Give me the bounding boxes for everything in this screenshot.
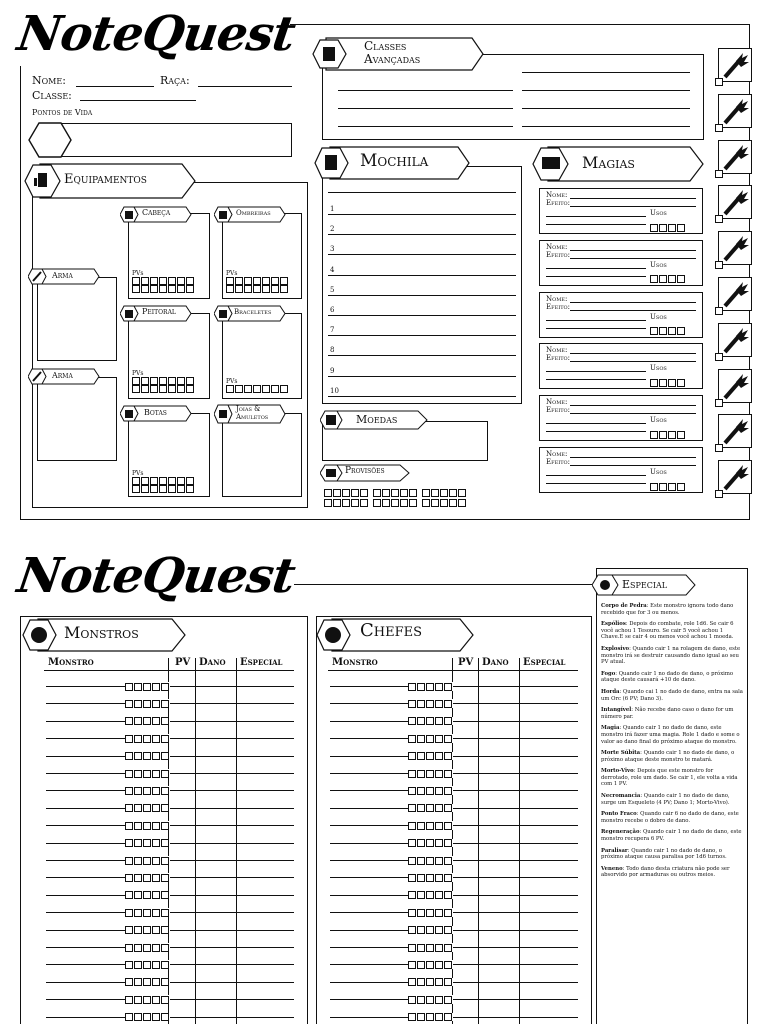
backpack-box [322,166,522,404]
pv-label: PVs [132,470,144,477]
special-entry-text: : Quando cai 1 no dado de dano, entra na sala um Orc (6 PV; Dano 3). [601,688,743,702]
spell-name-line[interactable] [570,405,696,406]
table-row[interactable] [46,930,294,931]
pv-label: PVs [132,270,144,277]
table-row[interactable] [330,912,578,913]
spell-effect-line[interactable] [546,475,646,476]
weapon-2-label: Arma [52,371,73,380]
table-row[interactable] [330,808,578,809]
spell-effect-line[interactable] [570,310,696,311]
spell-effect-line[interactable] [546,483,646,484]
special-entry [601,621,743,641]
row-hp-checkboxes[interactable] [408,752,453,761]
special-entry [601,829,743,842]
row-hp-checkboxes[interactable] [125,943,170,952]
special-entry-text: : Quando cair 6 no dado de dano, este monstro recebe o dobro de dano. [601,811,739,824]
spell-card[interactable] [539,343,703,389]
special-entry-text: : Quando cair 1 no dado de dano, este monstro irá fazer uma magia. Role 1 dado e some o valor ao dano final do próximo ataque do monstro. [601,725,740,745]
spell-name-line[interactable] [570,250,696,251]
advanced-line[interactable] [338,126,513,127]
backpack-row-line[interactable] [328,396,516,397]
special-entry-name: Necromancia [601,793,641,800]
special-entry [601,866,743,879]
torch-checkbox[interactable] [715,170,723,178]
monsters-col-damage: Dano [199,657,226,668]
bosses-box [316,616,592,1024]
row-hp-checkboxes[interactable] [125,786,170,795]
spell-effect-line[interactable] [570,465,696,466]
spell-effect-label: Efeito: [546,199,570,207]
row-hp-checkboxes[interactable] [408,769,453,778]
monsters-title: Monstros [64,623,139,642]
special-entry [601,689,743,702]
pv-label: PVs [226,378,238,385]
table-row[interactable] [46,860,294,861]
advanced-line[interactable] [338,108,513,109]
special-entry-name: Veneno [601,865,623,872]
chest-label: Peitoral [142,307,176,316]
pv-label: PVs [132,370,144,377]
spell-effect-label: Efeito: [546,302,570,311]
torch-icon [718,185,752,219]
table-row[interactable] [46,703,294,704]
special-entry [601,750,743,763]
special-entry-name: Ponto Fraco [601,811,637,818]
advanced-line[interactable] [338,90,513,91]
advanced-classes-title-2: Avançadas [364,52,421,66]
torch-checkbox[interactable] [715,444,723,452]
row-hp-checkboxes[interactable] [408,682,453,691]
row-hp-checkboxes[interactable] [408,891,453,900]
torch-icon [718,140,752,174]
table-row[interactable] [46,912,294,913]
torch-icon [718,231,752,265]
row-hp-checkboxes[interactable] [408,856,453,865]
spell-effect-line[interactable] [570,361,696,362]
special-entry [601,725,743,745]
head-pv [132,270,195,293]
row-hp-checkboxes[interactable] [125,960,170,969]
torch-icon [718,48,752,82]
spell-effect-label: Efeito: [546,354,570,363]
monsters-col-hp: PV [175,657,191,668]
row-hp-checkboxes[interactable] [125,804,170,813]
row-hp-checkboxes[interactable] [408,804,453,813]
spell-uses-checkboxes[interactable] [650,217,686,236]
spell-uses-label: Usos [650,260,667,269]
boots-pv [132,470,195,493]
spell-card[interactable] [539,447,703,493]
table-row[interactable] [330,1017,578,1018]
special-entry-text: : Depois que este monstro for derrotado, role um dado. Se cair 1, ele volta a vida com 1 PV. [601,768,738,788]
spell-effect-label: Efeito: [546,406,570,415]
spell-effect-label: Efeito: [546,458,570,466]
spell-effect-line[interactable] [546,276,646,277]
row-hp-checkboxes[interactable] [125,734,170,743]
spell-effect-line[interactable] [546,268,646,269]
weapon-1-label: Arma [52,271,73,280]
spell-effect-line[interactable] [546,371,646,372]
table-row[interactable] [330,721,578,722]
row-hp-checkboxes[interactable] [408,943,453,952]
advanced-classes-icon [324,44,336,60]
spell-uses-checkboxes[interactable] [650,476,686,495]
table-row[interactable] [330,825,578,826]
provisions-title: Provisões [345,466,385,476]
table-row[interactable] [46,947,294,948]
row-hp-checkboxes[interactable] [125,752,170,761]
row-hp-checkboxes[interactable] [125,891,170,900]
row-hp-checkboxes[interactable] [125,873,170,882]
spell-effect-line[interactable] [546,224,646,225]
torch-checkbox[interactable] [715,307,723,315]
backpack-row-number: 9 [330,366,335,375]
special-entry-name: Intangível [601,707,632,714]
backpack-row-line[interactable] [328,214,516,215]
special-entry-name: Explosivo [601,645,630,652]
spell-name-label: Nome: [546,450,568,458]
table-row[interactable] [46,790,294,791]
table-row[interactable] [330,756,578,757]
table-row[interactable] [46,895,294,896]
backpack-row-line[interactable] [328,315,516,316]
head-label: Cabeça [142,208,171,217]
table-row[interactable] [330,999,578,1000]
table-row[interactable] [330,773,578,774]
backpack-row-line[interactable] [328,376,516,377]
special-entry-text: : Este monstro ignora todo dano recebido que for 3 ou menos. [601,603,734,616]
spell-uses-checkboxes[interactable] [650,321,686,340]
row-hp-checkboxes[interactable] [125,839,170,848]
equipment-title: Equipamentos [64,172,147,187]
table-row[interactable] [46,999,294,1000]
backpack-row-line[interactable] [328,335,516,336]
table-row[interactable] [330,790,578,791]
table-row[interactable] [46,756,294,757]
row-hp-checkboxes[interactable] [408,995,453,1004]
spell-card[interactable] [539,240,703,286]
special-entry-name: Morto-Vivo [601,768,634,775]
row-hp-checkboxes[interactable] [408,1013,453,1022]
backpack-row-number: 7 [330,326,335,335]
special-entry-text: : Quando cair 1 no dado de dano, este monstro recupera 6 PV. [601,829,742,843]
row-hp-checkboxes[interactable] [408,734,453,743]
coins-title: Moedas [356,413,398,426]
chest-pv [132,370,195,393]
table-row[interactable] [46,1017,294,1018]
row-hp-checkboxes[interactable] [408,978,453,987]
table-row[interactable] [330,964,578,965]
torch-icon [718,460,752,494]
torch-icon [718,323,752,357]
table-row[interactable] [330,947,578,948]
spell-uses-checkboxes[interactable] [650,269,686,288]
special-entry [601,848,743,861]
bosses-title: Chefes [360,620,423,641]
table-row[interactable] [330,895,578,896]
special-entry [601,793,743,806]
backpack-row-line[interactable] [328,254,516,255]
boots-label: Botas [144,408,167,417]
special-entry-text: : Quando cair 1 no dado de dano, o próximo ataque causa paralisa por 1d6 turnos. [601,847,727,861]
spell-card[interactable] [539,395,703,441]
table-row[interactable] [330,930,578,931]
spell-name-label: Nome: [546,346,568,355]
backpack-row-line[interactable] [328,275,516,276]
row-hp-checkboxes[interactable] [408,873,453,882]
class-label: Classe: [32,89,72,102]
backpack-row-line[interactable] [328,295,516,296]
backpack-row-number: 6 [330,306,335,314]
row-hp-checkboxes[interactable] [408,839,453,848]
special-entry-name: Espólios [601,621,626,628]
special-entry-text: : Todo dano desta criatura não pode ser absorvido por armaduras ou outros meios. [601,865,730,879]
spell-name-line[interactable] [570,353,696,354]
slot-weapon-1[interactable] [37,277,117,361]
spell-name-line[interactable] [570,302,696,303]
spell-effect-line[interactable] [546,328,646,329]
row-hp-checkboxes[interactable] [125,908,170,917]
spell-name-line[interactable] [570,457,696,458]
backpack-row-line[interactable] [328,234,516,235]
spell-effect-line[interactable] [570,206,696,207]
torch-checkbox[interactable] [715,353,723,361]
row-hp-checkboxes[interactable] [125,769,170,778]
special-entry-name: Regeneração [601,829,640,836]
name-field[interactable] [76,86,154,87]
pv-label: PVs [226,270,238,277]
special-entry-text: : Quando cair 1 no dado de dano, o próximo ataque deste monstro te matará. [601,750,735,763]
row-hp-checkboxes[interactable] [125,682,170,691]
special-entry [601,707,743,720]
torch-icon [718,277,752,311]
spell-uses-checkboxes[interactable] [650,372,686,391]
special-entries [601,603,743,884]
hp-field[interactable] [46,123,292,157]
row-hp-checkboxes[interactable] [125,717,170,726]
table-row[interactable] [46,982,294,983]
row-hp-checkboxes[interactable] [408,960,453,969]
special-entry-name: Horda [601,688,620,695]
advanced-line[interactable] [522,126,690,127]
shoulders-pv [226,270,289,293]
backpack-row-number: 2 [330,225,335,234]
spell-card[interactable] [539,292,703,338]
backpack-row-number: 5 [330,285,335,294]
spell-name-label: Nome: [546,191,568,199]
spell-uses-label: Usos [650,312,667,321]
bosses-col-special: Especial [523,657,566,668]
row-hp-checkboxes[interactable] [125,978,170,987]
torch-checkbox[interactable] [715,215,723,223]
table-row[interactable] [46,721,294,722]
torch-checkbox[interactable] [715,124,723,132]
row-hp-checkboxes[interactable] [408,717,453,726]
backpack-row-number: 4 [330,265,335,274]
logo-sheet-1: NoteQuest [14,6,298,62]
row-hp-checkboxes[interactable] [125,995,170,1004]
spell-effect-line[interactable] [546,216,646,217]
table-row[interactable] [330,982,578,983]
special-entry-name: Morte Súbita [601,750,641,757]
special-entry-name: Corpo de Pedra [601,603,647,609]
spell-uses-label: Usos [650,468,667,476]
backpack-row-line[interactable] [328,192,516,193]
class-field[interactable] [80,100,196,101]
spell-effect-line[interactable] [546,431,646,432]
special-entry-text: : Quando cair 1 no dado de dano, surge um Esqueleto (4 PV; Dano 1; Morto-Vivo). [601,793,730,806]
special-entry-name: Paralisar [601,847,628,854]
table-row[interactable] [46,808,294,809]
spell-name-line[interactable] [570,198,696,199]
bracers-pv [226,378,289,393]
table-row[interactable] [46,877,294,878]
torch-checkbox[interactable] [715,490,723,498]
special-entry-name: Fogo [601,670,616,677]
spell-uses-checkboxes[interactable] [650,424,686,443]
table-row[interactable] [330,738,578,739]
torch-icon [718,369,752,403]
row-hp-checkboxes[interactable] [125,1013,170,1022]
table-row[interactable] [330,686,578,687]
spell-effect-line[interactable] [570,413,696,414]
monsters-col-special: Especial [240,657,283,668]
row-hp-checkboxes[interactable] [125,821,170,830]
race-label: Raça: [160,74,190,87]
backpack-row-number: 1 [330,205,335,213]
row-hp-checkboxes[interactable] [408,821,453,830]
spell-effect-label: Efeito: [546,250,570,259]
bosses-col-hp: PV [458,657,474,668]
spell-uses-label: Usos [650,416,667,425]
spell-effect-line[interactable] [546,423,646,424]
table-row[interactable] [46,843,294,844]
torch-icon [718,94,752,128]
table-row[interactable] [330,843,578,844]
row-hp-checkboxes[interactable] [408,908,453,917]
special-entry-text: : Depois do combate, role 1d6. Se cair 6 você achou 1 Tesouro. Se cair 5 você achou 1 Chave.E se cair 4 ou menos você achou 1 moeda. [601,621,734,641]
bosses-col-damage: Dano [482,657,509,668]
table-row[interactable] [46,686,294,687]
hp-label: Pontos de Vida [32,108,93,117]
race-field[interactable] [198,86,292,87]
logo-sheet-2: NoteQuest [14,548,298,604]
backpack-row-number: 10 [330,386,339,395]
row-hp-checkboxes[interactable] [125,699,170,708]
table-row[interactable] [330,703,578,704]
table-row[interactable] [330,860,578,861]
special-entry-text: : Não recebe dano caso o dano for um número par. [601,707,734,720]
spell-uses-label: Usos [650,209,667,217]
backpack-row-number: 8 [330,346,335,355]
table-row[interactable] [46,738,294,739]
provisions-checkboxes[interactable] [324,487,467,507]
slot-weapon-2[interactable] [37,377,117,461]
bracers-label: Braceletes [234,308,272,316]
advanced-line[interactable] [522,108,690,109]
advanced-line[interactable] [522,90,690,91]
special-entry-text: : Quando cair 1 no dado de dano, o próximo ataque deste causará +10 de dano. [601,670,734,684]
special-entry [601,811,743,824]
advanced-line[interactable] [522,72,690,73]
backpack-row-number: 3 [330,245,335,254]
advanced-classes-title-1: Classes [364,39,407,53]
jewels-label-2: Amuletos [236,413,269,421]
table-row[interactable] [46,825,294,826]
row-hp-checkboxes[interactable] [125,856,170,865]
jewels-label-1: Joias & [236,405,261,413]
slot-jewels[interactable] [222,413,302,497]
spell-name-label: Nome: [546,398,568,407]
row-hp-checkboxes[interactable] [408,699,453,708]
table-row[interactable] [330,877,578,878]
spell-card[interactable] [539,188,703,234]
table-row[interactable] [46,773,294,774]
special-entry [601,646,743,666]
special-entry-name: Magia [601,725,620,732]
backpack-title: Mochila [360,151,429,171]
spell-name-label: Nome: [546,242,568,251]
spell-effect-line[interactable] [546,379,646,380]
spells-title: Magias [582,153,635,172]
special-entry [601,768,743,788]
special-title: Especial [622,578,668,591]
spell-name-label: Nome: [546,294,568,303]
torch-checkbox[interactable] [715,78,723,86]
name-label: Nome: [32,74,66,87]
hp-hex-icon [28,122,72,158]
spell-effect-line[interactable] [570,258,696,259]
special-entry-text: : Quando cair 1 na rolagem de dano, este monstro irá se destruir causando dano igual ao seu PV atual. [601,645,741,666]
torch-checkbox[interactable] [715,261,723,269]
torch-checkbox[interactable] [715,399,723,407]
bosses-col-monster: Monstro [332,657,378,668]
spell-effect-line[interactable] [546,320,646,321]
torch-icon [718,414,752,448]
spell-uses-label: Usos [650,364,667,373]
monsters-col-monster: Monstro [48,657,94,668]
row-hp-checkboxes[interactable] [125,926,170,935]
special-entry [601,671,743,684]
table-row[interactable] [46,964,294,965]
special-entry [601,603,743,616]
shoulders-label: Ombreiras [236,209,271,217]
row-hp-checkboxes[interactable] [408,926,453,935]
backpack-row-line[interactable] [328,355,516,356]
row-hp-checkboxes[interactable] [408,786,453,795]
